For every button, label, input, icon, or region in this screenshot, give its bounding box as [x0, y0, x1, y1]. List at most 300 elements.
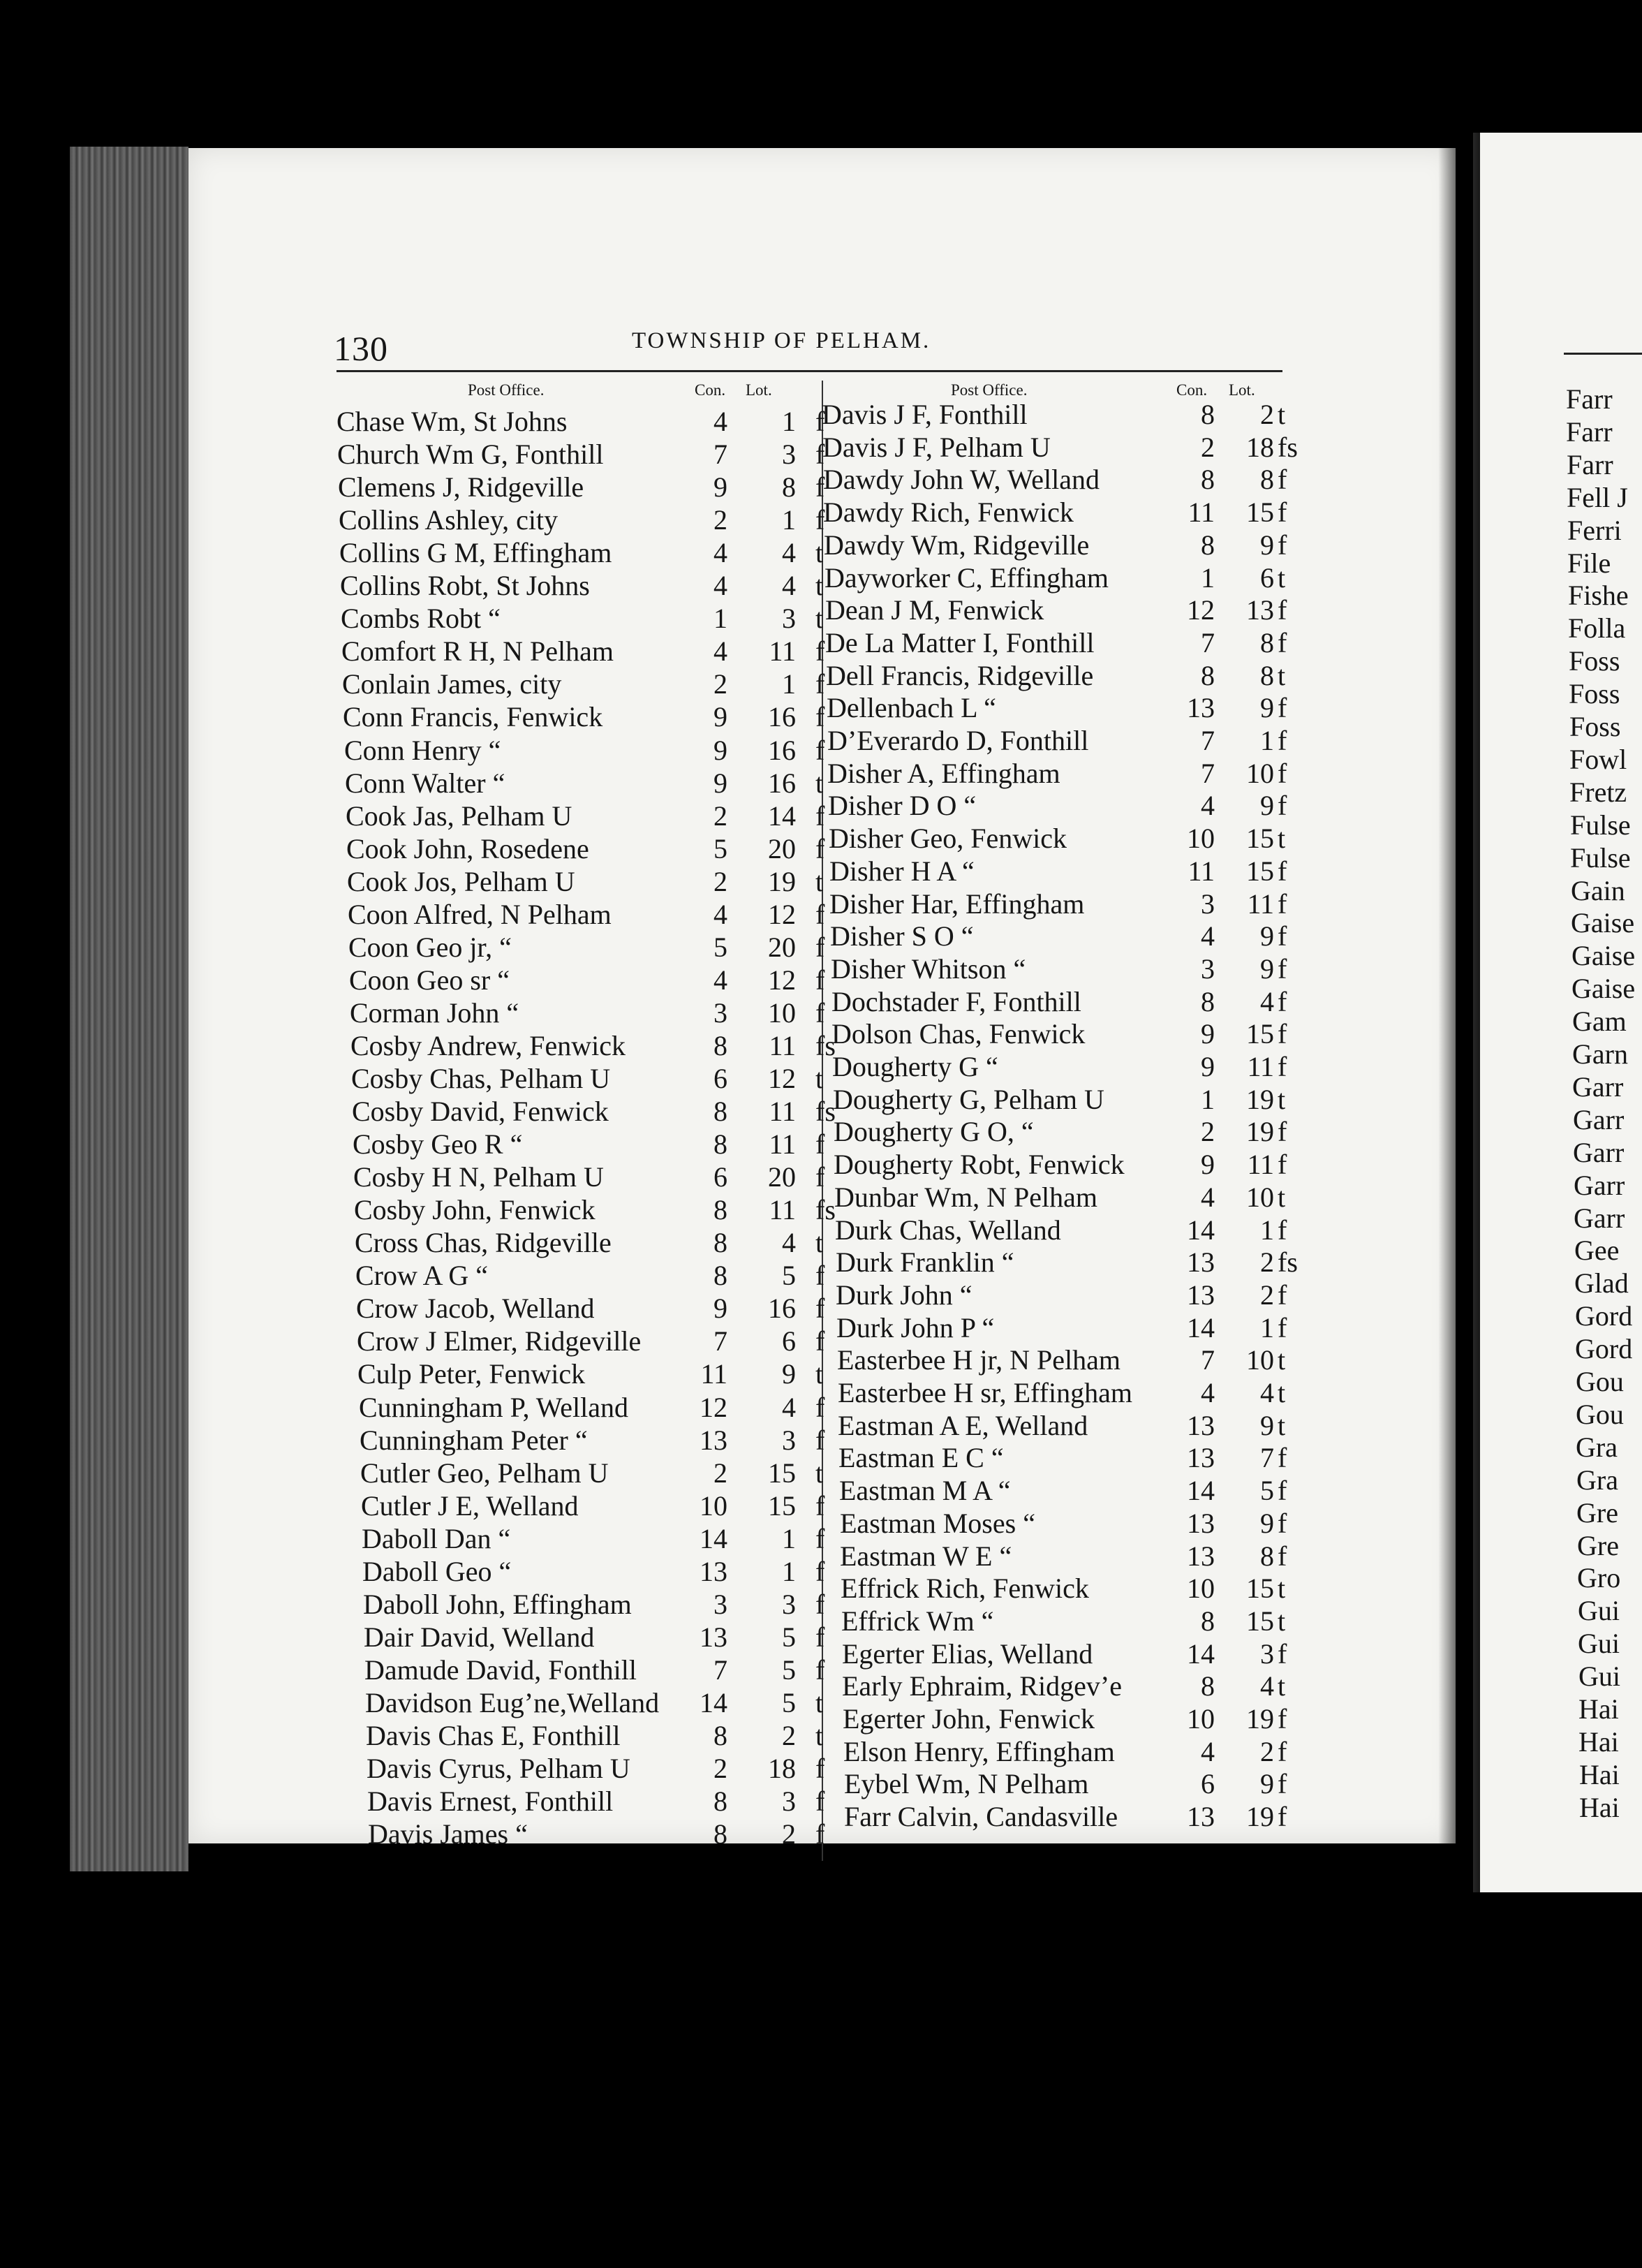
next-page-name-fragment: Gra	[1576, 1431, 1618, 1463]
tenure-type: fs	[815, 1194, 836, 1226]
directory-entry	[838, 1441, 1287, 1474]
tenure-type: t	[815, 603, 824, 635]
directory-entry	[364, 1654, 825, 1686]
directory-entry	[348, 931, 825, 964]
next-page-name-fragment: Gord	[1575, 1300, 1633, 1332]
entry-name: Disher S O “	[830, 920, 974, 952]
entry-name: Collins G M, Effingham	[339, 537, 612, 569]
concession-number: 9	[1201, 1051, 1215, 1082]
directory-entry	[828, 789, 1287, 822]
lot-number: 16	[768, 701, 796, 733]
entry-name: Cosby Geo R “	[353, 1128, 523, 1161]
tenure-type: t	[815, 1686, 824, 1718]
tenure-type: f	[815, 1522, 825, 1554]
directory-entry	[844, 1767, 1287, 1800]
concession-number: 4	[713, 406, 727, 437]
directory-entry	[823, 463, 1287, 496]
next-page-name-fragment: Garn	[1572, 1038, 1628, 1070]
entry-name: Davidson Eug’ne,Welland	[365, 1686, 660, 1718]
lot-number: 5	[1260, 1475, 1274, 1507]
entry-name: Collins Ashley, city	[339, 504, 559, 536]
tenure-type: f	[1278, 1051, 1287, 1082]
entry-name: Davis J F, Pelham U	[822, 431, 1051, 463]
entry-name: Egerter Elias, Welland	[842, 1637, 1093, 1670]
lot-number: 6	[782, 1325, 796, 1357]
directory-entry	[834, 1181, 1286, 1214]
lot-number: 9	[782, 1358, 796, 1390]
lot-number: 11	[769, 1096, 796, 1128]
directory-entry	[840, 1507, 1287, 1540]
lot-number: 1	[782, 406, 796, 437]
tenure-type: t	[815, 767, 824, 799]
concession-number: 2	[713, 800, 727, 832]
directory-entry	[355, 1259, 825, 1292]
concession-number: 3	[1201, 952, 1215, 985]
entry-name: Egerter John, Fenwick	[843, 1703, 1095, 1735]
directory-entry	[836, 1311, 1287, 1344]
tenure-type: f	[1278, 888, 1287, 920]
tenure-type: f	[1278, 920, 1287, 952]
concession-number: 4	[713, 537, 727, 569]
entry-name: Easterbee H jr, N Pelham	[837, 1344, 1121, 1376]
tenure-type: f	[1278, 952, 1287, 985]
concession-number: 8	[713, 1720, 727, 1751]
lot-number: 18	[768, 1753, 796, 1785]
entry-name: Durk John P “	[836, 1311, 995, 1343]
entry-name: Durk Chas, Welland	[835, 1214, 1061, 1246]
next-page-name-fragment: Glad	[1574, 1267, 1629, 1299]
entry-name: Comfort R H, N Pelham	[341, 635, 614, 668]
directory-entry	[827, 724, 1287, 757]
next-page-name-fragment: Gaise	[1571, 907, 1635, 939]
entry-name: Eastman E C “	[838, 1442, 1004, 1474]
tenure-type: f	[1278, 1214, 1287, 1246]
entry-name: Durk John “	[836, 1279, 972, 1311]
concession-number: 7	[713, 1654, 727, 1686]
entry-name: Effrick Wm “	[841, 1605, 994, 1637]
tenure-type: fs	[1278, 431, 1298, 463]
directory-entry	[837, 1343, 1286, 1376]
next-page-name-fragment: Foss	[1569, 645, 1620, 677]
lot-number: 12	[768, 964, 796, 996]
concession-number: 13	[1187, 692, 1215, 724]
lot-number: 1	[782, 668, 796, 700]
entry-name: Cosby David, Fenwick	[352, 1096, 609, 1128]
entry-name: Davis Chas E, Fonthill	[366, 1720, 621, 1751]
concession-number: 8	[713, 1029, 727, 1061]
tenure-type: f	[815, 964, 825, 996]
entry-name: Eastman W E “	[840, 1540, 1012, 1572]
tenure-type: f	[815, 1785, 825, 1818]
entry-name: Dawdy John W, Welland	[823, 464, 1100, 496]
directory-entry	[840, 1540, 1287, 1573]
entry-name: Dawdy Rich, Fenwick	[823, 496, 1074, 529]
tenure-type: t	[815, 537, 824, 569]
concession-number: 9	[713, 734, 727, 766]
entry-name: Daboll Dan “	[362, 1522, 511, 1554]
directory-entry	[832, 1050, 1287, 1083]
directory-entry	[340, 569, 824, 602]
lot-number: 11	[769, 1128, 796, 1161]
lot-number: 9	[1260, 692, 1274, 724]
next-page-name-fragment: Gro	[1577, 1562, 1621, 1594]
concession-number: 7	[1201, 725, 1215, 756]
lot-number: 1	[1260, 1311, 1274, 1343]
concession-number: 8	[713, 1128, 727, 1161]
concession-number: 2	[1201, 1116, 1215, 1148]
entry-name: Disher A, Effingham	[827, 757, 1060, 789]
next-page-name-fragment: Fell J	[1567, 481, 1628, 513]
concession-number: 8	[1201, 1605, 1215, 1637]
tenure-type: t	[815, 1358, 824, 1390]
entry-name: Crow A G “	[355, 1260, 488, 1292]
lot-number: 5	[782, 1260, 796, 1292]
concession-number: 7	[1201, 757, 1215, 789]
header-rule	[336, 370, 1282, 372]
lot-number: 16	[768, 734, 796, 766]
concession-number: 7	[1201, 626, 1215, 658]
right-lot-header: Lot.	[1229, 381, 1255, 399]
next-page-name-fragment: Gou	[1576, 1366, 1624, 1397]
concession-number: 2	[713, 504, 727, 536]
entry-name: Cosby H N, Pelham U	[353, 1161, 604, 1193]
entry-name: Coon Geo jr, “	[348, 931, 512, 963]
tenure-type: t	[1278, 1083, 1286, 1115]
entry-name: Dunbar Wm, N Pelham	[834, 1181, 1097, 1213]
directory-entry	[827, 757, 1287, 790]
tenure-type: f	[815, 832, 825, 864]
entry-name: Disher H A “	[829, 855, 975, 887]
lot-number: 10	[1246, 757, 1274, 789]
tenure-type: f	[815, 701, 825, 733]
entry-name: Dair David, Welland	[364, 1621, 595, 1653]
tenure-type: t	[1278, 399, 1286, 430]
concession-number: 4	[1201, 920, 1215, 952]
next-page-name-fragment: Fulse	[1570, 809, 1631, 841]
lot-number: 8	[782, 471, 796, 503]
tenure-type: f	[815, 1161, 825, 1193]
directory-entry	[341, 635, 825, 668]
tenure-type: t	[815, 1063, 824, 1094]
tenure-type: t	[1278, 561, 1286, 594]
directory-entry	[337, 438, 825, 471]
directory-entry	[351, 1062, 824, 1095]
directory-entry	[825, 594, 1287, 626]
directory-entry	[844, 1800, 1287, 1833]
lot-number: 20	[768, 832, 796, 864]
tenure-type: f	[815, 931, 825, 963]
directory-entry	[829, 888, 1287, 920]
lot-number: 16	[768, 767, 796, 799]
tenure-type: f	[1278, 1637, 1287, 1670]
left-lot-header: Lot.	[746, 381, 772, 399]
entry-name: Cunningham Peter “	[360, 1424, 588, 1456]
concession-number: 2	[1201, 431, 1215, 463]
tenure-type: f	[815, 504, 825, 536]
lot-number: 2	[1260, 1246, 1274, 1279]
concession-number: 8	[713, 1227, 727, 1259]
tenure-type: t	[1278, 1605, 1286, 1637]
next-page-name-fragment: Garr	[1573, 1136, 1625, 1168]
lot-number: 4	[1260, 1670, 1274, 1702]
lot-number: 8	[1260, 659, 1274, 691]
directory-entry	[831, 1017, 1287, 1050]
concession-number: 13	[1187, 1507, 1215, 1539]
entry-name: Dolson Chas, Fenwick	[831, 1018, 1086, 1050]
concession-number: 9	[1201, 1018, 1215, 1050]
directory-entry	[342, 668, 825, 700]
tenure-type: fs	[1278, 1246, 1298, 1279]
next-page-name-fragment: Farr	[1567, 448, 1613, 480]
tenure-type: f	[815, 471, 825, 503]
entry-name: Davis Ernest, Fonthill	[367, 1785, 614, 1818]
lot-number: 3	[782, 1588, 796, 1620]
next-page-name-fragment: Hai	[1578, 1725, 1619, 1758]
concession-number: 4	[1201, 1181, 1215, 1213]
lot-number: 11	[1247, 888, 1274, 920]
concession-number: 6	[713, 1161, 727, 1193]
entry-name: Daboll John, Effingham	[363, 1588, 632, 1620]
lot-number: 19	[1246, 1116, 1274, 1148]
concession-number: 9	[713, 767, 727, 799]
concession-number: 14	[700, 1522, 727, 1554]
concession-number: 4	[713, 635, 727, 668]
tenure-type: t	[815, 865, 824, 897]
entry-name: Combs Robt “	[341, 603, 501, 635]
entry-name: Dell Francis, Ridgeville	[826, 659, 1094, 691]
lot-number: 5	[782, 1686, 796, 1718]
next-page-name-fragment: Garr	[1574, 1169, 1625, 1201]
tenure-type: f	[815, 1325, 825, 1357]
concession-number: 13	[1187, 1442, 1215, 1474]
tenure-type: fs	[815, 1029, 836, 1061]
lot-number: 19	[1246, 1703, 1274, 1735]
lot-number: 3	[1260, 1637, 1274, 1670]
tenure-type: t	[815, 1457, 824, 1489]
concession-number: 3	[713, 996, 727, 1029]
concession-number: 13	[1187, 1279, 1215, 1311]
book-gutter	[1438, 133, 1480, 1892]
concession-number: 7	[1201, 1344, 1215, 1376]
lot-number: 9	[1260, 920, 1274, 952]
tenure-type: f	[815, 1260, 825, 1292]
concession-number: 14	[1187, 1637, 1215, 1670]
directory-entry	[352, 1095, 836, 1128]
entry-name: Crow J Elmer, Ridgeville	[357, 1325, 642, 1357]
lot-number: 1	[782, 1522, 796, 1554]
lot-number: 2	[782, 1720, 796, 1751]
next-page-name-fragment: Farr	[1566, 415, 1613, 448]
tenure-type: t	[1278, 1344, 1286, 1376]
entry-name: Dougherty Robt, Fenwick	[834, 1149, 1125, 1181]
lot-number: 13	[1246, 594, 1274, 626]
entry-name: Disher Har, Effingham	[829, 888, 1085, 920]
concession-number: 8	[1201, 1670, 1215, 1702]
concession-number: 8	[713, 1194, 727, 1226]
concession-number: 9	[713, 471, 727, 503]
tenure-type: f	[1278, 790, 1287, 822]
tenure-type: f	[815, 406, 825, 437]
concession-number: 1	[1201, 1083, 1215, 1115]
entry-name: Crow Jacob, Welland	[356, 1293, 595, 1325]
lot-number: 11	[769, 1029, 796, 1061]
entry-name: Dochstader F, Fonthill	[831, 985, 1081, 1017]
concession-number: 2	[713, 668, 727, 700]
directory-entry	[362, 1555, 825, 1588]
directory-entry	[825, 626, 1287, 659]
lot-number: 2	[1260, 399, 1274, 430]
entry-name: Elson Henry, Effingham	[843, 1735, 1115, 1767]
entry-name: Dawdy Wm, Ridgeville	[824, 529, 1090, 561]
concession-number: 8	[713, 1785, 727, 1818]
directory-entry	[843, 1735, 1287, 1768]
concession-number: 12	[1187, 594, 1215, 626]
tenure-type: t	[1278, 823, 1286, 855]
concession-number: 12	[700, 1391, 727, 1423]
tenure-type: f	[815, 439, 825, 471]
concession-number: 8	[1201, 464, 1215, 496]
entry-name: Cutler Geo, Pelham U	[360, 1457, 609, 1489]
tenure-type: f	[815, 1818, 825, 1850]
lot-number: 16	[768, 1293, 796, 1325]
directory-entry	[824, 561, 1286, 594]
entry-name: Cunningham P, Welland	[359, 1391, 629, 1423]
next-page-name-fragment: Gaise	[1571, 973, 1636, 1005]
tenure-type: t	[815, 570, 824, 602]
concession-number: 4	[713, 570, 727, 602]
directory-entry	[345, 767, 824, 800]
concession-number: 14	[1187, 1214, 1215, 1246]
tenure-type: t	[815, 1227, 824, 1259]
tenure-type: f	[1278, 1116, 1287, 1148]
tenure-type: f	[815, 1489, 825, 1522]
entry-name: Dougherty G “	[832, 1051, 998, 1082]
lot-number: 3	[782, 1785, 796, 1818]
entry-name: Dean J M, Fenwick	[825, 594, 1044, 626]
lot-number: 2	[782, 1818, 796, 1850]
entry-name: Davis Cyrus, Pelham U	[367, 1753, 630, 1785]
page-edge-stack	[70, 147, 188, 1871]
next-page-name-fragment: Gam	[1572, 1006, 1627, 1038]
concession-number: 4	[1201, 1377, 1215, 1408]
directory-entry	[359, 1391, 825, 1424]
entry-name: Eybel Wm, N Pelham	[844, 1768, 1089, 1800]
entry-name: Conlain James, city	[342, 668, 562, 700]
entry-name: Disher D O “	[828, 790, 977, 822]
lot-number: 10	[1246, 1181, 1274, 1213]
concession-number: 2	[713, 1753, 727, 1785]
next-page-name-fragment: Ferri	[1567, 514, 1622, 546]
directory-entry	[841, 1605, 1286, 1637]
next-page-name-fragment: Folla	[1568, 612, 1626, 645]
lot-number: 8	[1260, 1540, 1274, 1572]
lot-number: 18	[1246, 431, 1274, 463]
directory-entry	[349, 964, 825, 996]
entry-name: Eastman A E, Welland	[838, 1409, 1088, 1441]
entry-name: Durk Franklin “	[836, 1246, 1014, 1279]
entry-name: Disher Whitson “	[831, 952, 1026, 985]
entry-name: Cook Jos, Pelham U	[347, 865, 575, 897]
next-page-name-fragment: Garr	[1574, 1202, 1625, 1234]
lot-number: 15	[768, 1489, 796, 1522]
tenure-type: f	[1278, 1703, 1287, 1735]
entry-name: Cosby Andrew, Fenwick	[350, 1029, 626, 1061]
tenure-type: f	[815, 1424, 825, 1456]
directory-entry	[346, 832, 825, 865]
entry-name: Cosby Chas, Pelham U	[351, 1063, 611, 1094]
next-page-name-fragment: Garr	[1572, 1070, 1624, 1103]
concession-number: 4	[713, 964, 727, 996]
next-page-header-rule	[1564, 353, 1642, 355]
directory-entry	[367, 1785, 825, 1818]
lot-number: 9	[1260, 529, 1274, 561]
lot-number: 15	[1246, 855, 1274, 887]
entry-name: Clemens J, Ridgeville	[338, 471, 584, 503]
lot-number: 9	[1260, 790, 1274, 822]
tenure-type: f	[815, 1128, 825, 1161]
next-page-name-fragment: Foss	[1569, 678, 1620, 710]
tenure-type: f	[1278, 1475, 1287, 1507]
entry-name: Davis James “	[368, 1818, 528, 1850]
tenure-type: f	[1278, 1801, 1287, 1833]
lot-number: 12	[768, 1063, 796, 1094]
entry-name: Early Ephraim, Ridgev’e	[842, 1670, 1122, 1702]
tenure-type: t	[1278, 1377, 1286, 1408]
lot-number: 11	[1247, 1149, 1274, 1181]
concession-number: 8	[713, 1096, 727, 1128]
lot-number: 2	[1260, 1735, 1274, 1767]
lot-number: 9	[1260, 1768, 1274, 1800]
lot-number: 14	[768, 800, 796, 832]
concession-number: 4	[713, 898, 727, 930]
lot-number: 15	[1246, 496, 1274, 529]
concession-number: 8	[1201, 659, 1215, 691]
tenure-type: f	[815, 1753, 825, 1785]
concession-number: 13	[1187, 1246, 1215, 1279]
entry-name: Conn Walter “	[345, 767, 505, 799]
entry-name: Dougherty G O, “	[834, 1116, 1034, 1148]
tenure-type: f	[1278, 855, 1287, 887]
tenure-type: f	[1278, 1507, 1287, 1539]
concession-number: 13	[1187, 1409, 1215, 1441]
entry-name: Cook Jas, Pelham U	[346, 800, 572, 832]
entry-name: Church Wm G, Fonthill	[337, 439, 604, 471]
concession-number: 8	[713, 1818, 727, 1850]
concession-number: 11	[1188, 855, 1215, 887]
directory-entry	[822, 431, 1298, 464]
entry-name: Disher Geo, Fenwick	[829, 823, 1067, 855]
concession-number: 14	[700, 1686, 727, 1718]
directory-entry	[826, 659, 1286, 692]
lot-number: 3	[782, 439, 796, 471]
lot-number: 10	[768, 996, 796, 1029]
directory-entry	[344, 734, 825, 767]
lot-number: 1	[782, 1555, 796, 1587]
tenure-type: f	[1278, 725, 1287, 756]
tenure-type: f	[1278, 1442, 1287, 1474]
directory-entry	[338, 471, 825, 503]
lot-number: 19	[768, 865, 796, 897]
directory-entry	[829, 855, 1287, 888]
directory-entry	[361, 1489, 825, 1522]
concession-number: 3	[1201, 888, 1215, 920]
tenure-type: f	[1278, 1540, 1287, 1572]
entry-name: Conn Francis, Fenwick	[343, 701, 603, 733]
entry-name: Effrick Rich, Fenwick	[841, 1573, 1089, 1605]
entry-name: Coon Geo sr “	[349, 964, 510, 996]
entry-name: Corman John “	[350, 996, 519, 1029]
lot-number: 15	[1246, 1605, 1274, 1637]
